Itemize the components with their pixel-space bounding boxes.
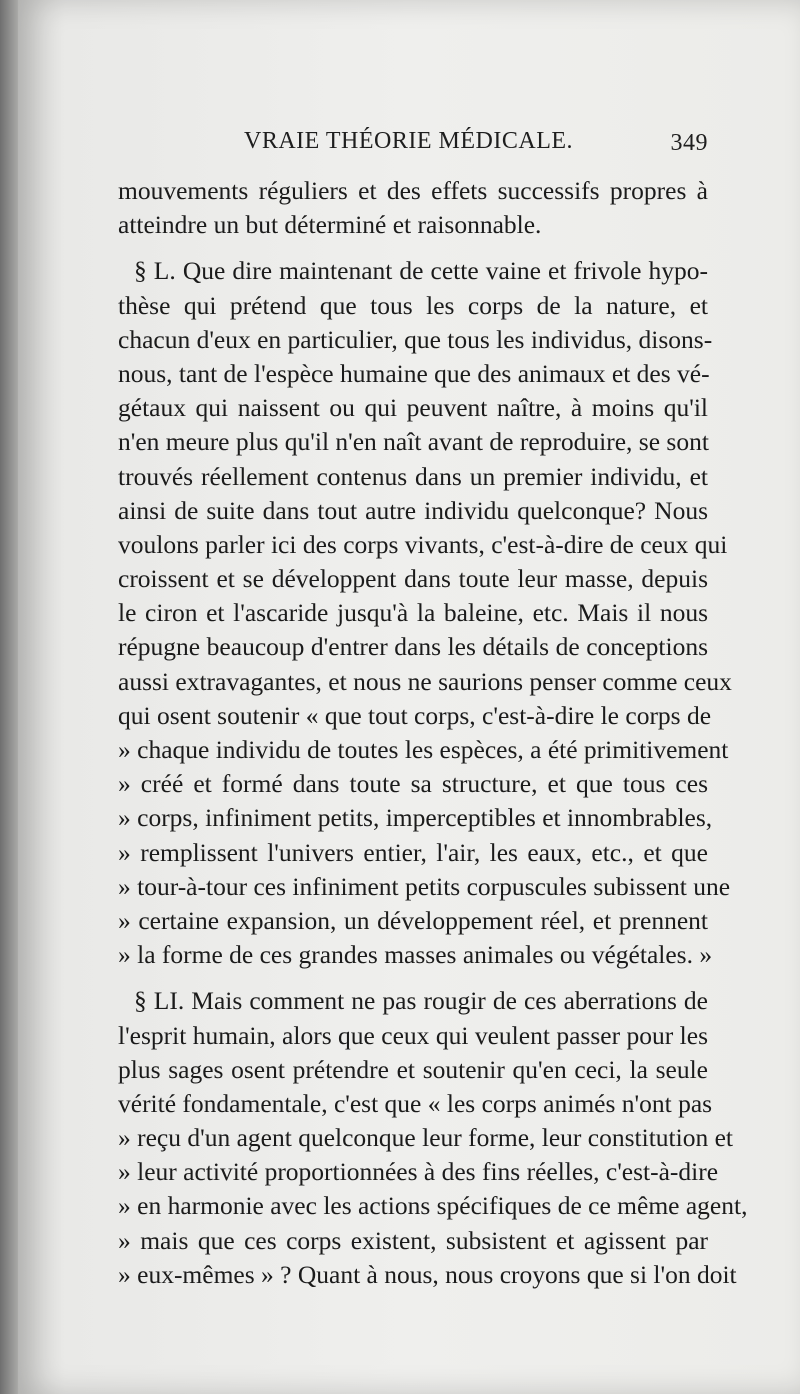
text-line: chacun d'eux en particulier, que tous les individus, disons- [118,324,713,354]
text-line: voulons parler ici des corps vivants, c'est-à-dire de ceux qui [118,529,728,559]
book-gutter [0,0,18,1394]
quote-line: » reçu d'un agent quelconque leur forme, leur constitution et [118,1123,733,1153]
paragraph-gap [118,242,708,254]
text-line: l'esprit humain, alors que ceux qui veulent passer pour les [118,1020,708,1050]
quote-line: » créé et formé dans toute sa structure, et que tous ces [118,769,708,799]
quote-line: » corps, infiniment petits, imperceptibles et innombrables, [118,803,713,833]
text-line: atteindre un but déterminé et raisonnable. [118,210,542,240]
running-title: VRAIE THÉORIE MÉDICALE. [244,128,574,154]
text-line: plus sages osent prétendre et soutenir qu'en ceci, la seule [118,1054,708,1084]
text-line: aussi extravagantes, et nous ne saurions penser comme ceux [118,666,732,696]
quote-line: » certaine expansion, un développement réel, et prennent [118,905,708,935]
quote-line: » tour-à-tour ces infiniment petits corpuscules subissent une [118,871,731,901]
quote-line: » remplissent l'univers entier, l'air, les eaux, etc., et que [118,837,708,867]
quote-line: » eux-mêmes » ? Quant à nous, nous croyons que si l'on doit [118,1259,737,1289]
text-line: trouvés réellement contenus dans un premier individu, et [118,461,708,491]
quote-line: » mais que ces corps existent, subsistent et agissent par [118,1225,708,1255]
text-line: croissent et se développent dans toute leur masse, depuis [118,564,708,594]
text-line: qui osent soutenir « que tout corps, c'est-à-dire le corps de [118,700,712,730]
text-line: gétaux qui naissent ou qui peuvent naître, à moins qu'il [118,393,708,423]
text-line: répugne beaucoup d'entrer dans les détails de conceptions [118,632,708,662]
text-line: ainsi de suite dans tout autre individu quelconque? Nous [118,495,708,525]
paragraph-start-line: § LI. Mais comment ne pas rougir de ces aberrations de [134,986,708,1016]
body-text [118,174,748,1292]
text-line: le ciron et l'ascaride jusqu'à la baleine, etc. Mais il nous [118,598,708,628]
text-line: thèse qui prétend que tous les corps de la nature, et [118,290,708,320]
quote-line: » chaque individu de toutes les espèces, a été primitivement [118,735,729,764]
page-number: 349 [670,130,708,156]
quote-line: » en harmonie avec les actions spécifiques de ce même agent, [118,1191,748,1221]
text-line: mouvements réguliers et des effets successifs propres à [118,176,708,205]
paragraph-gap [118,972,708,984]
quote-line: » leur activité proportionnées à des fins réelles, c'est-à-dire [118,1157,719,1187]
text-line: nous, tant de l'espèce humaine que des animaux et des vé- [118,358,710,388]
text-line: n'en meure plus qu'il n'en naît avant de reproduire, se sont [118,427,709,457]
text-line: vérité fondamentale, c'est que « les corps animés n'ont pas [118,1088,713,1118]
paragraph-start-line: § L. Que dire maintenant de cette vaine et frivole hypo- [134,256,708,286]
page-header [244,128,710,164]
quote-line: » la forme de ces grandes masses animales ou végétales. » [118,940,713,970]
